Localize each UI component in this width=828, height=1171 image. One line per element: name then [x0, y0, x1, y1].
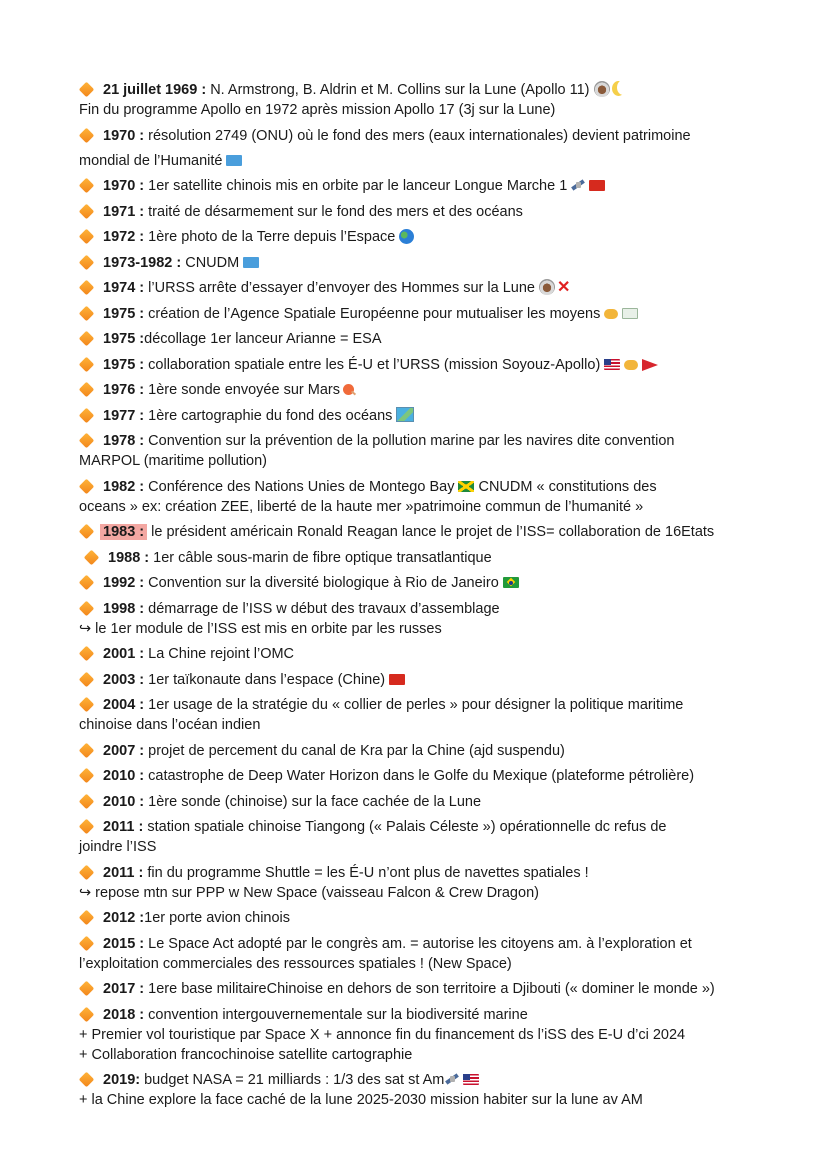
entry-continuation: ↪ le 1er module de l’ISS est mis en orbite par les russes: [79, 620, 442, 637]
entry-continuation: joindre l’ISS: [79, 839, 157, 855]
timeline-entry: [79, 253, 779, 273]
globe-icon: [399, 229, 414, 244]
timeline-entry: [79, 979, 779, 999]
entry-date: 2003 :: [103, 671, 145, 688]
timeline-entry: [79, 406, 779, 426]
jamaica-flag-icon: [458, 481, 474, 492]
timeline-entry: [79, 522, 779, 542]
diamond-bullet-icon: [84, 549, 100, 565]
entry-date: 1970 :: [103, 178, 145, 194]
timeline-entry: [79, 227, 779, 247]
diamond-bullet-icon: [79, 981, 95, 997]
timeline-entry: [79, 695, 779, 735]
diamond-bullet-icon: [79, 935, 95, 951]
entry-date: 2018 :: [103, 1006, 145, 1023]
entry-date: 2011 :: [103, 864, 144, 881]
diamond-bullet-icon: [79, 254, 95, 270]
timeline-entry: [79, 792, 779, 812]
brazil-flag-icon: [503, 577, 519, 588]
entry-text: CNUDM: [181, 254, 240, 271]
entry-text: 1er câble sous-marin de fibre optique transatlantique: [149, 549, 492, 566]
diamond-bullet-icon: [79, 229, 95, 245]
diamond-bullet-icon: [79, 910, 95, 926]
timeline-entry: [79, 1005, 779, 1065]
entry-date: 2001 :: [103, 646, 145, 662]
timeline-entry: [79, 304, 779, 324]
entry-date: 1972 :: [103, 229, 145, 245]
astronaut-icon: [539, 279, 555, 295]
entry-text: N. Armstrong, B. Aldrin et M. Collins sur la Lune (Apollo 11): [206, 82, 590, 98]
timeline-entry: [79, 741, 779, 761]
satellite-icon: [445, 1073, 459, 1085]
diamond-bullet-icon: [79, 407, 95, 423]
diamond-bullet-icon: [79, 82, 95, 98]
entry-date: 1975 :: [103, 305, 145, 322]
timeline-entry: [79, 934, 779, 974]
diamond-bullet-icon: [79, 331, 95, 347]
entry-date: 1988 :: [108, 549, 150, 566]
entry-date: 2011 :: [103, 819, 144, 835]
diamond-bullet-icon: [79, 697, 95, 713]
entry-date: 1973-1982 :: [103, 254, 182, 271]
timeline-entry: [79, 908, 779, 928]
diamond-bullet-icon: [79, 671, 95, 687]
entry-text: traité de désarmement sur le fond des mers et des océans: [144, 203, 523, 220]
entry-date: 2007 :: [103, 742, 145, 759]
diamond-bullet-icon: [79, 280, 95, 296]
entry-date: 2010 :: [103, 793, 145, 810]
entry-date: 1975 :: [103, 331, 145, 347]
entry-text: Convention sur la prévention de la pollution marine par les navires dite convention: [144, 433, 675, 449]
un-flag-icon: [226, 155, 242, 166]
timeline-entry: [79, 278, 779, 298]
cross-icon: ✕: [557, 279, 571, 296]
entry-text: 1ère cartographie du fond des océans: [144, 407, 393, 424]
diamond-bullet-icon: [79, 433, 95, 449]
entry-continuation: + Collaboration francochinoise satellite cartographie: [79, 1046, 413, 1063]
entry-continuation: + la Chine explore la face caché de la lune 2025-2030 mission habiter sur la lune av AM: [79, 1092, 643, 1108]
entry-date: 21 juillet 1969 :: [103, 82, 207, 98]
entry-text: décollage 1er lanceur Arianne = ESA: [144, 331, 382, 347]
entry-text: Conférence des Nations Unies de Montego Bay: [144, 478, 455, 495]
timeline-entry: [79, 817, 779, 857]
entry-continuation: oceans » ex: création ZEE, liberté de la haute mer »patrimoine commun de l’humanité »: [79, 498, 644, 515]
diamond-bullet-icon: [79, 356, 95, 372]
timeline-entry: [79, 329, 779, 349]
entry-date: 1970 :: [103, 127, 145, 144]
entry-text: catastrophe de Deep Water Horizon dans le Golfe du Mexique (plateforme pétrolière): [144, 768, 695, 784]
timeline-entry: [79, 477, 779, 517]
entry-date: 1978 :: [103, 433, 145, 449]
diamond-bullet-icon: [79, 178, 95, 194]
entry-continuation: ↪ repose mtn sur PPP w New Space (vaisseau Falcon & Crew Dragon): [79, 884, 539, 901]
entry-text: démarrage de l’ISS w début des travaux d’assemblage: [144, 600, 500, 617]
timeline-entry: [79, 355, 779, 375]
entry-text: l’URSS arrête d’essayer d’envoyer des Hommes sur la Lune: [144, 280, 535, 296]
diamond-bullet-icon: [79, 819, 95, 835]
entry-text: collaboration spatiale entre les É-U et l’URSS (mission Soyouz-Apollo): [144, 356, 601, 373]
entry-continuation: + Premier vol touristique par Space X + annonce fin du financement ds l’iSS des E-U d’ci 2024: [79, 1026, 686, 1043]
diamond-bullet-icon: [79, 1006, 95, 1022]
entry-text: La Chine rejoint l’OMC: [144, 646, 295, 662]
entry-text: budget NASA = 21 milliards : 1/3 des sat st Am: [140, 1072, 445, 1088]
entry-date: 1982 :: [103, 478, 145, 495]
diamond-bullet-icon: [79, 127, 95, 143]
timeline-entry: [79, 202, 779, 222]
timeline-entry: [79, 80, 779, 120]
entry-text: 1ère photo de la Terre depuis l’Espace: [144, 229, 396, 245]
entry-text: fin du programme Shuttle = les É-U n’ont plus de navettes spatiales !: [143, 864, 589, 881]
entry-text: Le Space Act adopté par le congrès am. = autorise les citoyens am. à l’exploration et: [144, 935, 692, 952]
entry-text: projet de percement du canal de Kra par la Chine (ajd suspendu): [144, 742, 565, 759]
un-flag-icon: [243, 257, 259, 268]
entry-text: 1er satellite chinois mis en orbite par le lanceur Longue Marche 1: [144, 178, 568, 194]
diamond-bullet-icon: [79, 646, 95, 662]
diamond-bullet-icon: [79, 768, 95, 784]
entry-text: Convention sur la diversité biologique à Rio de Janeiro: [144, 575, 499, 591]
entry-text: CNUDM « constitutions des: [474, 478, 657, 495]
satellite-icon: [571, 179, 585, 191]
entry-text: 1er porte avion chinois: [144, 910, 291, 926]
diamond-bullet-icon: [79, 305, 95, 321]
entry-date: 1976 :: [103, 382, 145, 398]
diamond-bullet-icon: [79, 1072, 95, 1088]
china-flag-icon: [389, 674, 405, 685]
entry-date: 2004 :: [103, 697, 145, 713]
diamond-bullet-icon: [79, 524, 95, 540]
timeline-document: [79, 80, 779, 1116]
timeline-entry: [79, 548, 779, 568]
china-flag-icon: [589, 180, 605, 191]
us-flag-icon: [463, 1074, 479, 1085]
entry-date: 1974 :: [103, 280, 145, 296]
astronaut-icon: [594, 81, 610, 97]
entry-date: 1998 :: [103, 600, 145, 617]
moon-icon: [612, 81, 625, 96]
entry-text: le président américain Ronald Reagan lance le projet de l’ISS= collaboration de 16Etats: [147, 524, 715, 540]
entry-continuation: Fin du programme Apollo en 1972 après mission Apollo 17 (3j sur la Lune): [79, 102, 556, 118]
highlighted-date: 1983 :: [100, 524, 147, 540]
diamond-bullet-icon: [79, 793, 95, 809]
timeline-entry: [79, 863, 779, 903]
entry-text: station spatiale chinoise Tiangong (« Palais Céleste ») opérationnelle dc refus de: [143, 819, 667, 835]
timeline-entry: [79, 431, 779, 471]
timeline-entry: [79, 644, 779, 664]
timeline-entry: [79, 126, 779, 171]
probe-icon: [343, 384, 354, 395]
entry-continuation: MARPOL (maritime pollution): [79, 453, 268, 469]
diamond-bullet-icon: [79, 600, 95, 616]
handshake-icon: [624, 360, 638, 370]
entry-text: résolution 2749 (ONU) où le fond des mers (eaux internationales) devient patrimoine: [144, 127, 691, 144]
timeline-entry: [79, 176, 779, 196]
timeline-entry: [79, 380, 779, 400]
timeline-entry: [79, 670, 779, 690]
diamond-bullet-icon: [79, 203, 95, 219]
money-icon: [622, 308, 638, 319]
entry-continuation: chinoise dans l’océan indien: [79, 717, 261, 733]
entry-date: 1971 :: [103, 203, 145, 220]
entry-continuation: l’exploitation commerciales des ressources spatiales ! (New Space): [79, 955, 512, 972]
diamond-bullet-icon: [79, 382, 95, 398]
entry-text: création de l’Agence Spatiale Européenne pour mutualiser les moyens: [144, 305, 601, 322]
diamond-bullet-icon: [79, 864, 95, 880]
entry-date: 1992 :: [103, 575, 145, 591]
handshake-icon: [604, 309, 618, 319]
entry-date: 2019:: [103, 1072, 141, 1088]
entry-date: 1975 :: [103, 356, 145, 373]
entry-text: 1er taïkonaute dans l’espace (Chine): [144, 671, 386, 688]
red-flag-icon: [642, 359, 658, 371]
entry-text: 1ere base militaireChinoise en dehors de son territoire a Djibouti (« dominer le monde »): [144, 981, 715, 997]
entry-date: 1977 :: [103, 407, 145, 424]
entry-date: 2015 :: [103, 935, 145, 952]
diamond-bullet-icon: [79, 575, 95, 591]
entry-date: 2012 :: [103, 910, 145, 926]
entry-continuation: mondial de l’Humanité: [79, 152, 223, 169]
timeline-entry: [79, 599, 779, 639]
timeline-entry: [79, 573, 779, 593]
diamond-bullet-icon: [79, 478, 95, 494]
entry-text: convention intergouvernementale sur la biodiversité marine: [144, 1006, 528, 1023]
map-icon: [396, 407, 414, 422]
entry-text: 1ère sonde envoyée sur Mars: [144, 382, 340, 398]
diamond-bullet-icon: [79, 742, 95, 758]
us-flag-icon: [604, 359, 620, 370]
timeline-entry: [79, 1070, 779, 1110]
timeline-entry: [79, 766, 779, 786]
entry-date: 2017 :: [103, 981, 145, 997]
entry-text: 1ère sonde (chinoise) sur la face cachée de la Lune: [144, 793, 482, 810]
entry-date: 2010 :: [103, 768, 145, 784]
entry-text: 1er usage de la stratégie du « collier de perles » pour désigner la politique maritime: [144, 697, 684, 713]
